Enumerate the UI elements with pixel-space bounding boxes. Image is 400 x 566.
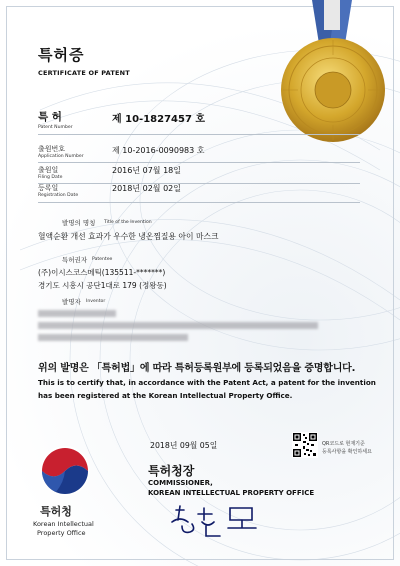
- qr-note-line1: QR코드로 현재기준: [322, 441, 365, 447]
- qr-note-line2: 등록사항을 확인하세요: [322, 449, 372, 455]
- invention-title-label: 발명의 명칭: [62, 219, 96, 227]
- kipo-logo-icon: [38, 444, 92, 498]
- invention-title-label-en: Title of the Invention: [104, 220, 152, 225]
- issue-date: 2018년 09월 05일: [150, 441, 218, 450]
- patentee-label-en: Patentee: [92, 257, 113, 262]
- qr-code-icon[interactable]: [292, 432, 318, 458]
- agency-name-en-2: Property Office: [37, 529, 86, 537]
- divider: [38, 183, 360, 184]
- commissioner-title-en-1: COMMISSIONER,: [148, 479, 213, 487]
- agency-name-en-1: Korean Intellectual: [33, 520, 94, 528]
- filing-date-value: 2016년 07월 18일: [112, 166, 181, 175]
- divider: [38, 134, 360, 135]
- certification-statement-en-2: has been registered at the Korean Intellectual Property Office.: [38, 391, 293, 400]
- registration-date-label: 등록일: [38, 184, 59, 192]
- application-number-label-en: Application Number: [38, 154, 84, 159]
- patentee-name: (주)이시스코스메틱(135511-*******): [38, 268, 166, 277]
- redacted-inventor: [38, 334, 188, 341]
- patentee-label: 특허권자: [62, 256, 88, 264]
- patent-number-label: 특 허: [38, 111, 62, 123]
- certification-statement-en-1: This is to certify that, in accordance with the Patent Act, a patent for the invention: [38, 378, 376, 387]
- agency-name-ko: 특허청: [40, 505, 72, 518]
- redacted-inventor: [38, 310, 116, 317]
- redacted-inventor: [38, 322, 318, 329]
- certificate-title-en: CERTIFICATE OF PATENT: [38, 69, 130, 77]
- inventor-label-en: Inventor: [86, 299, 106, 304]
- filing-date-label-en: Filing Date: [38, 175, 63, 180]
- invention-title-value: 혈액순환 개선 효과가 우수한 냉온찜질용 아이 마스크: [38, 232, 219, 241]
- filing-date-label: 출원일: [38, 166, 59, 174]
- certificate-title: 특허증: [38, 46, 85, 64]
- divider: [38, 202, 360, 203]
- commissioner-signature: [168, 502, 268, 538]
- patent-number-value: 제 10-1827457 호: [112, 114, 206, 125]
- registration-date-value: 2018년 02월 02일: [112, 184, 181, 193]
- application-number-label: 출원번호: [38, 145, 66, 153]
- gold-seal-icon: [278, 35, 388, 145]
- patentee-address: 경기도 시흥시 공단1대로 179 (정왕동): [38, 281, 167, 290]
- commissioner-title-en-2: KOREAN INTELLECTUAL PROPERTY OFFICE: [148, 489, 315, 497]
- registration-date-label-en: Registration Date: [38, 193, 79, 198]
- certification-statement-ko: 위의 발명은 「특허법」에 따라 특허등록원부에 등록되었음을 증명합니다.: [38, 363, 356, 374]
- inventor-label: 발명자: [62, 298, 81, 306]
- application-number-value: 제 10-2016-0090983 호: [112, 146, 205, 155]
- commissioner-title-ko: 특허청장: [148, 464, 195, 478]
- patent-number-label-en: Patent Number: [38, 125, 73, 130]
- divider: [38, 162, 360, 163]
